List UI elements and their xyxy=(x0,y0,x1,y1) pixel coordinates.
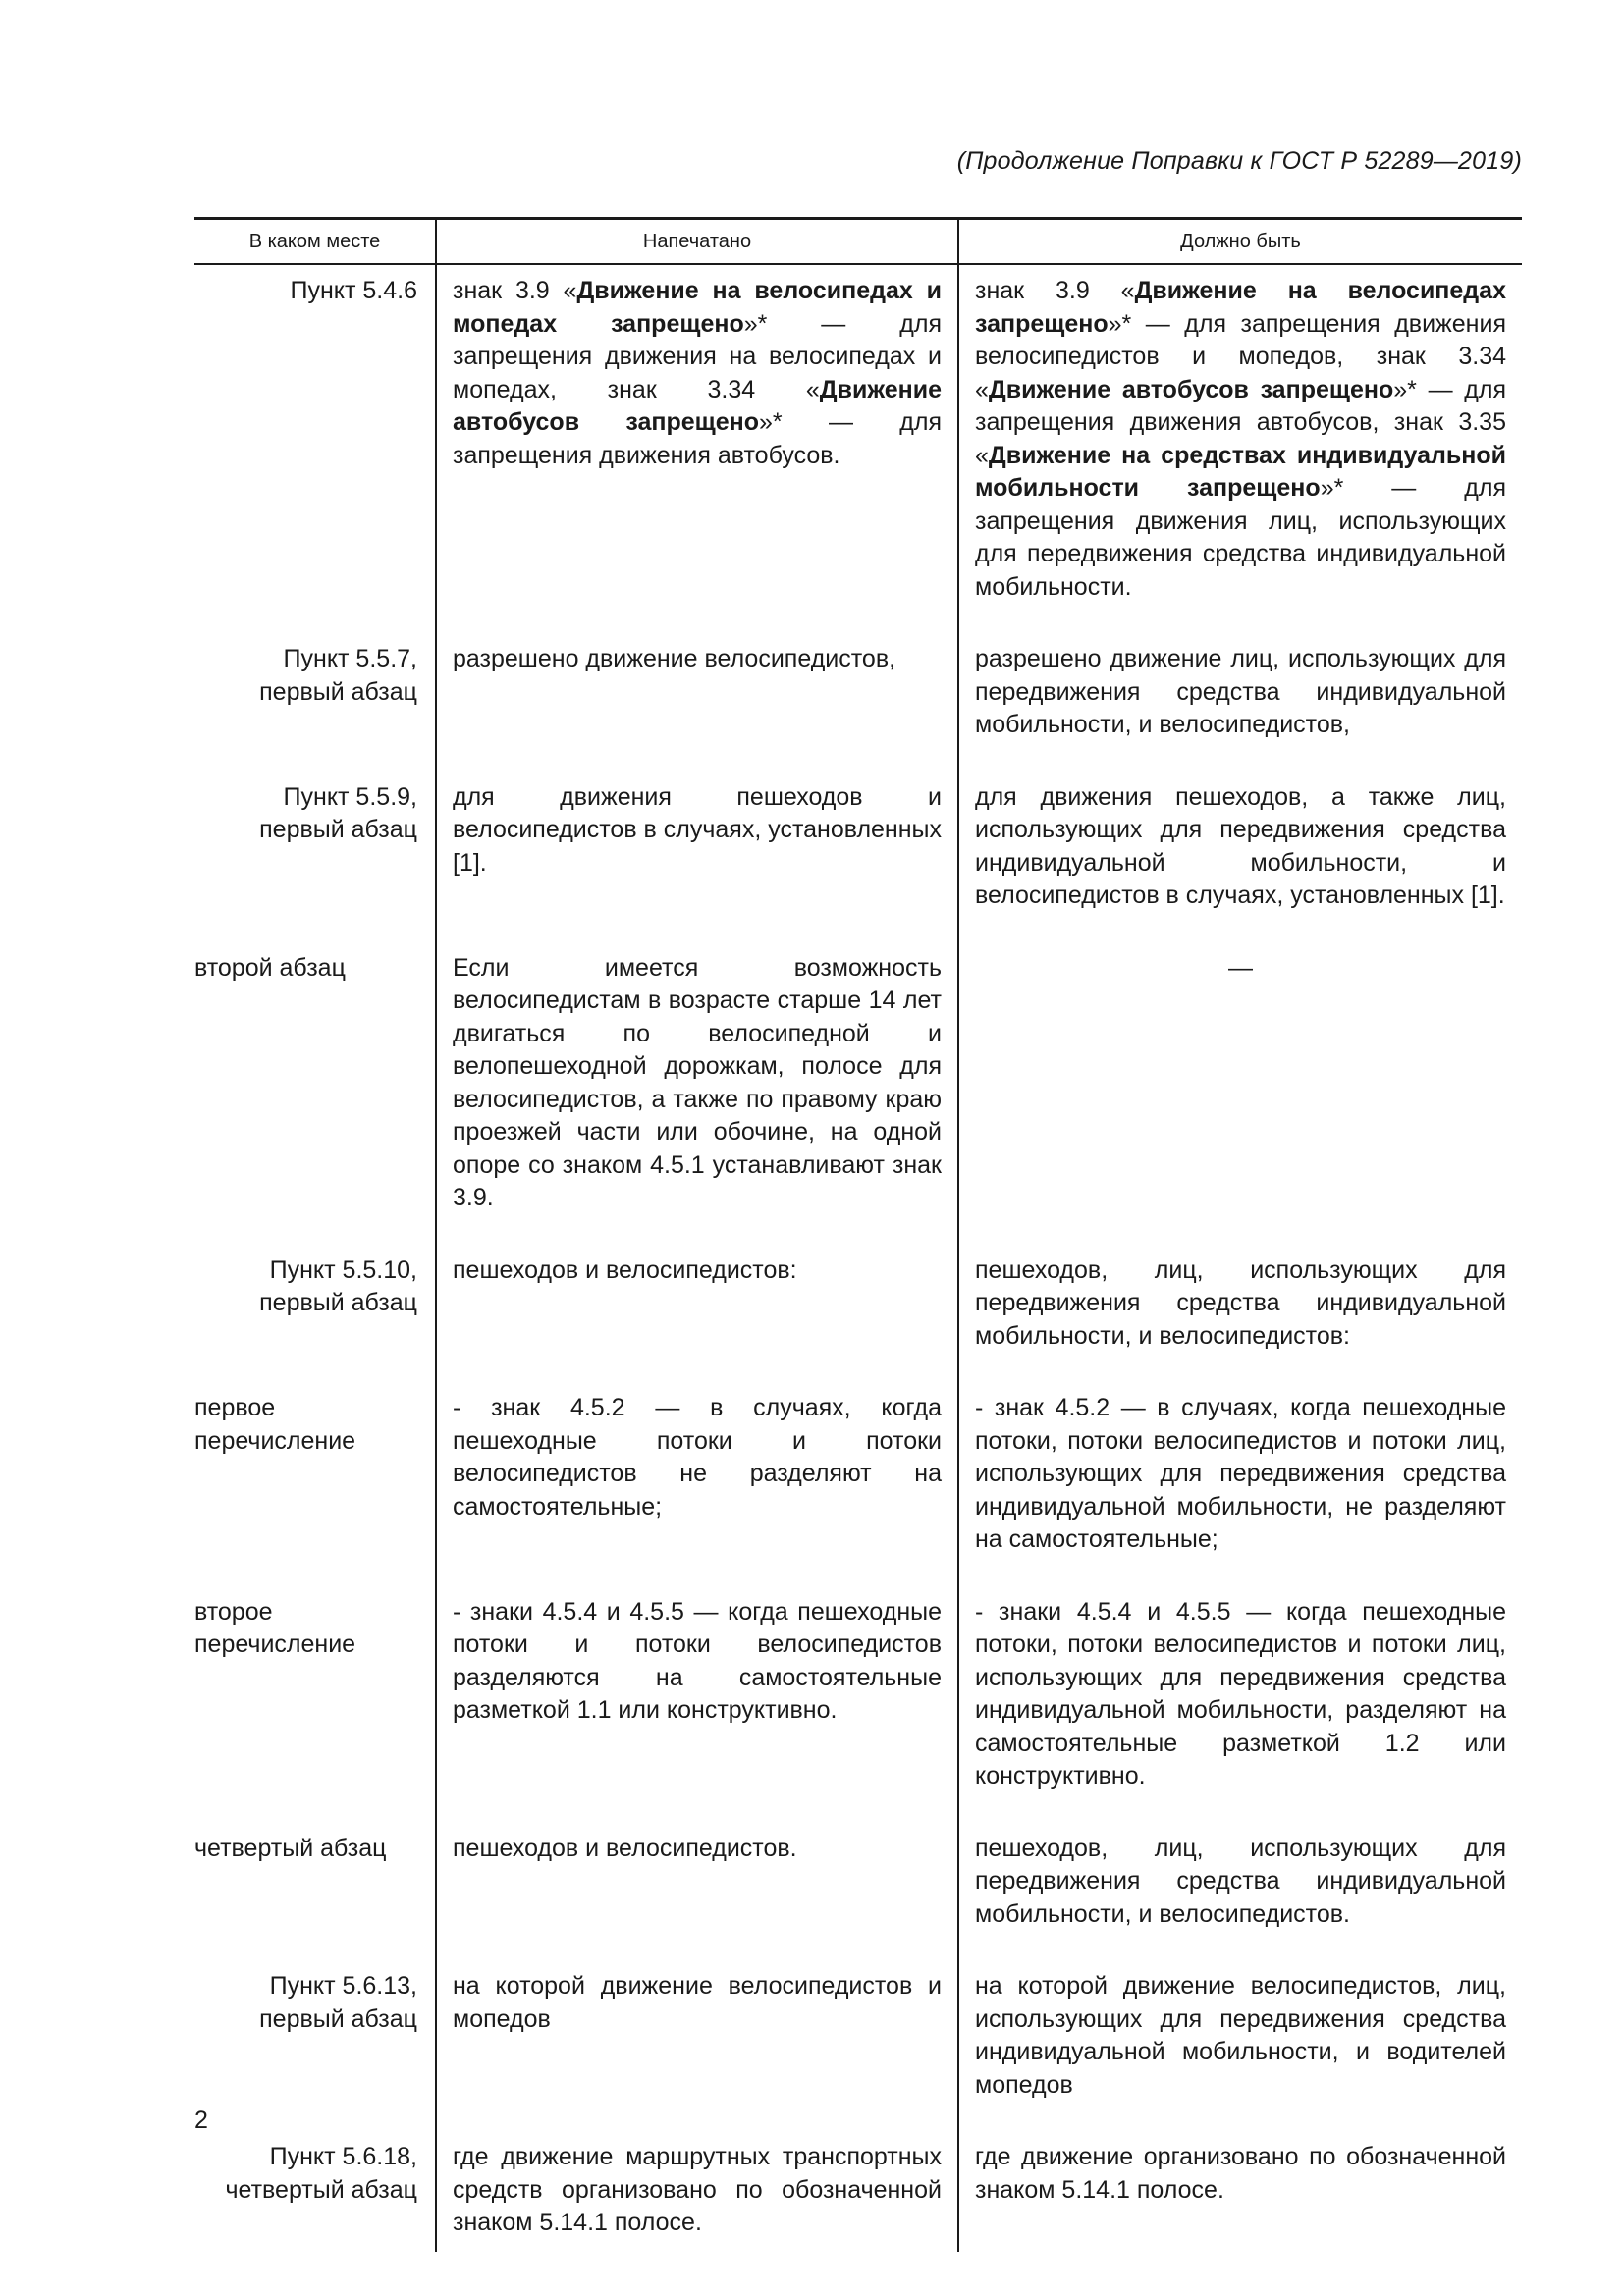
correct-cell xyxy=(958,1586,1522,1823)
table-row xyxy=(194,2131,1522,2252)
text-segment: »* — для запрещения движения велосипедистов и мопедов, знак 3.34 « xyxy=(975,309,1506,403)
text-segment: знак 3.9 « xyxy=(453,277,577,304)
table-header-row xyxy=(194,219,1522,265)
text-segment: где движение маршрутных транспортных средств организовано по обозначенной знаком 5.14.1 полосе. xyxy=(453,2143,942,2236)
table-row xyxy=(194,1823,1522,1961)
place-cell: четвертый абзац xyxy=(194,1834,387,1862)
place-cell: Пункт 5.6.18, четвертый абзац xyxy=(225,2143,417,2204)
place-cell: первое перечисление xyxy=(194,1394,356,1455)
correct-cell xyxy=(958,772,1522,942)
text-segment: - знаки 4.5.4 и 4.5.5 — когда пешеходные потоки и потоки велосипедистов разделяются на самостоятельные разметкой 1.1 или конструктивно. xyxy=(453,1597,942,1724)
text-segment: - знак 4.5.2 — в случаях, когда пешеходные потоки и потоки велосипедистов не разделяют на самостоятельные; xyxy=(453,1394,942,1521)
text-segment: пешеходов, лиц, использующих для передвижения средства индивидуальной мобильности, и велосипедистов. xyxy=(975,1834,1506,1928)
place-cell: Пункт 5.6.13, первый абзац xyxy=(259,1972,417,2033)
printed-cell xyxy=(436,1382,958,1586)
corrections-table xyxy=(194,217,1522,2252)
place-cell: Пункт 5.5.9, первый абзац xyxy=(259,782,417,843)
correct-cell xyxy=(958,264,1522,633)
text-segment: Если имеется возможность велосипедистам в возрасте старше 14 лет двигаться по велосипедной и велопешеходной дорожкам, полосе для велосипедистов, а также по правому краю проезжей части или обочине, на одной опоре со знаком 4.5.1 устанавливают знак 3.9. xyxy=(453,953,942,1211)
text-segment: - знаки 4.5.4 и 4.5.5 — когда пешеходные потоки, потоки велосипедистов и потоки лиц, использующих для передвижения средства индивидуальной мобильности, разделяют на самостоятельные разметкой 1.2 или конструктивно. xyxy=(975,1597,1506,1789)
correct-cell xyxy=(958,1823,1522,1961)
text-segment: разрешено движение лиц, использующих для передвижения средства индивидуальной мобильности, и велосипедистов, xyxy=(975,645,1506,738)
correct-cell xyxy=(958,1960,1522,2131)
text-segment: пешеходов и велосипедистов. xyxy=(453,1834,797,1862)
printed-cell xyxy=(436,942,958,1245)
printed-cell xyxy=(436,1586,958,1823)
printed-cell xyxy=(436,1245,958,1383)
bold-text-segment: Движение автобусов запрещено xyxy=(453,375,942,436)
text-segment: »* — для запрещения движения на велосипедах и мопедах, знак 3.34 « xyxy=(453,309,942,403)
text-segment: для движения пешеходов, а также лиц, использующих для передвижения средства индивидуальной мобильности, и велосипедистов в случаях, установленных [1]. xyxy=(975,782,1506,909)
text-segment: для движения пешеходов и велосипедистов в случаях, установленных [1]. xyxy=(453,782,943,877)
correct-cell xyxy=(958,633,1522,772)
column-header-correct: Должно быть xyxy=(958,219,1522,265)
page-number: 2 xyxy=(194,2107,208,2134)
text-segment: на которой движение велосипедистов и мопедов xyxy=(453,1972,942,2033)
place-cell: Пункт 5.5.10, первый абзац xyxy=(259,1255,417,1316)
correct-cell xyxy=(958,2131,1522,2252)
text-segment: разрешено движение велосипедистов, xyxy=(453,645,896,672)
printed-cell xyxy=(436,633,958,772)
text-segment: — xyxy=(1228,953,1253,982)
table-row xyxy=(194,264,1522,633)
bold-text-segment: Движение на велосипедах запрещено xyxy=(975,277,1506,338)
text-segment: »* — для запрещения движения лиц, использующих для передвижения средства индивидуальной мобильности. xyxy=(975,474,1506,601)
running-header: (Продолжение Поправки к ГОСТ Р 52289—2019) xyxy=(956,147,1522,175)
text-segment: на которой движение велосипедистов, лиц, использующих для передвижения средства индивидуальной мобильности, и водителей мопедов xyxy=(975,1972,1506,2099)
column-header-printed: Напечатано xyxy=(436,219,958,265)
text-segment: »* — для запрещения движения автобусов, знак 3.35 « xyxy=(975,375,1506,469)
printed-cell xyxy=(436,772,958,942)
text-segment: пешеходов и велосипедистов: xyxy=(453,1255,797,1284)
text-segment: - знак 4.5.2 — в случаях, когда пешеходные потоки, потоки велосипедистов и потоки лиц, использующих для передвижения средства индивидуальной мобильности, не разделяют на самостоятельные; xyxy=(975,1394,1506,1553)
printed-cell xyxy=(436,2131,958,2252)
printed-cell xyxy=(436,1960,958,2131)
column-header-place: В каком месте xyxy=(194,219,436,265)
table-row xyxy=(194,942,1522,1245)
printed-cell xyxy=(436,1823,958,1961)
text-segment: где движение организовано по обозначенной знаком 5.14.1 полосе. xyxy=(975,2143,1506,2204)
correct-cell xyxy=(958,1382,1522,1586)
table-row xyxy=(194,1245,1522,1383)
place-cell: Пункт 5.4.6 xyxy=(290,277,417,304)
printed-cell xyxy=(436,264,958,633)
table-row xyxy=(194,772,1522,942)
table-row xyxy=(194,1960,1522,2131)
place-cell: Пункт 5.5.7, первый абзац xyxy=(259,645,417,706)
bold-text-segment: Движение на велосипедах и мопедах запрещено xyxy=(453,277,942,338)
place-cell: второй абзац xyxy=(194,953,346,982)
text-segment: знак 3.9 « xyxy=(975,277,1135,304)
bold-text-segment: Движение автобусов запрещено xyxy=(988,375,1394,403)
table-row xyxy=(194,1382,1522,1586)
table-row xyxy=(194,633,1522,772)
correct-cell xyxy=(958,1245,1522,1383)
text-segment: пешеходов, лиц, использующих для передвижения средства индивидуальной мобильности, и велосипедистов: xyxy=(975,1255,1506,1350)
text-segment: »* — для запрещения движения автобусов. xyxy=(453,408,942,469)
place-cell: второе перечисление xyxy=(194,1597,356,1658)
bold-text-segment: Движение на средствах индивидуальной мобильности запрещено xyxy=(975,441,1506,502)
table-row xyxy=(194,1586,1522,1823)
correct-cell xyxy=(958,942,1522,1245)
